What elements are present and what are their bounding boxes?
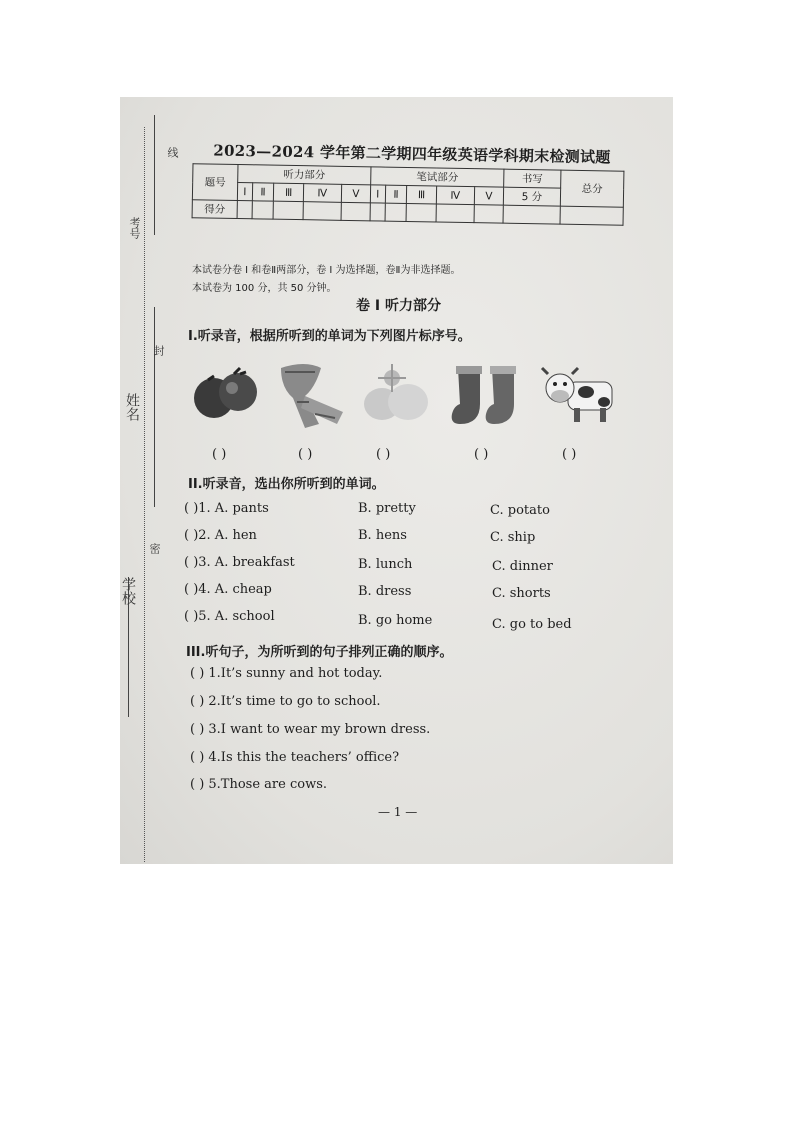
option-c: C. dinner (492, 559, 553, 574)
section2-title: II.听录音，选出你所听到的单词。 (188, 477, 385, 492)
exam-paper-photo (120, 97, 673, 864)
exam-note-2: 本试卷为 100 分，共 50 分钟。 (192, 283, 337, 294)
scarf-picture (275, 362, 349, 430)
section3-title: III.听句子，为所听到的句子排列正确的顺序。 (186, 645, 453, 660)
writing-header: 书写 (504, 169, 561, 188)
binding-dotted-line (144, 127, 145, 862)
answer-paren-1[interactable]: ( ) (212, 447, 227, 462)
listening-col-4: Ⅳ (303, 184, 341, 203)
exam-sheet (120, 97, 673, 864)
sentence-row: ( ) 1.It’s sunny and hot today. (190, 666, 383, 681)
socks-picture (450, 362, 530, 430)
answer-paren-3[interactable]: ( ) (376, 447, 391, 462)
page-number: — 1 — (378, 805, 418, 819)
option-b: B. go home (358, 613, 433, 628)
score-cell (560, 206, 623, 225)
score-cell (252, 201, 274, 219)
written-col-4: Ⅳ (436, 186, 474, 205)
score-cell (274, 201, 304, 220)
answer-paren-4[interactable]: ( ) (474, 447, 489, 462)
option-c: C. ship (490, 530, 536, 545)
cow-picture (540, 362, 620, 430)
score-cell (341, 202, 370, 221)
option-a: ( )3. A. breakfast (184, 555, 295, 570)
exam-title: 2023—2024 学年第二学期四年级英语学科期末检测试题 (213, 141, 611, 167)
score-cell (406, 203, 436, 222)
listening-header: 听力部分 (238, 165, 371, 185)
exam-no-label: 考号 (128, 217, 141, 239)
option-c: C. shorts (492, 586, 551, 601)
sentence-row: ( ) 2.It’s time to go to school. (190, 694, 381, 709)
snowy-cloud-picture (362, 362, 432, 426)
answer-paren-2[interactable]: ( ) (298, 447, 313, 462)
sentence-row: ( ) 5.Those are cows. (190, 777, 328, 792)
sentence-row: ( ) 3.I want to wear my brown dress. (190, 722, 431, 737)
answer-paren-5[interactable]: ( ) (562, 447, 577, 462)
score-label: 得分 (192, 200, 237, 219)
seal-secret-label: 密 (148, 543, 161, 554)
listening-col-5: Ⅴ (341, 184, 370, 203)
sentence-row: ( ) 4.Is this the teachers’ office? (190, 750, 400, 765)
total-header: 总分 (560, 170, 624, 207)
school-label: 学校 (120, 577, 136, 605)
score-table (192, 163, 625, 226)
listening-col-2: Ⅱ (252, 183, 274, 201)
written-col-1: Ⅰ (370, 185, 385, 203)
score-cell (474, 205, 504, 224)
listening-col-1: Ⅰ (237, 183, 252, 201)
seal-seal-label: 封 (152, 345, 165, 356)
option-a: ( )4. A. cheap (184, 582, 272, 597)
option-a: ( )2. A. hen (184, 528, 257, 543)
option-b: B. lunch (358, 557, 413, 572)
score-cell (370, 203, 385, 221)
option-b: B. pretty (358, 501, 416, 516)
option-c: C. go to bed (492, 617, 572, 632)
seal-line-label: 线 (166, 147, 179, 158)
name-label: 姓名 (124, 393, 140, 421)
score-cell (503, 205, 560, 224)
option-b: B. dress (358, 584, 412, 599)
written-header: 笔试部分 (371, 167, 504, 187)
score-cell (385, 203, 407, 221)
exam-note-1: 本试卷分卷 I 和卷Ⅱ两部分，卷 I 为选择题，卷Ⅱ为非选择题。 (192, 265, 461, 276)
option-b: B. hens (358, 528, 407, 543)
written-col-2: Ⅱ (385, 185, 407, 203)
option-a: ( )5. A. school (184, 609, 275, 624)
score-cell (436, 204, 474, 223)
exam-no-line (154, 115, 155, 235)
written-col-5: Ⅴ (474, 187, 504, 206)
listening-col-3: Ⅲ (274, 183, 304, 202)
question-no-header: 题号 (192, 164, 238, 201)
writing-points: 5 分 (503, 187, 560, 206)
option-a: ( )1. A. pants (184, 501, 269, 516)
part-title: 卷 I 听力部分 (356, 298, 441, 314)
score-cell (303, 202, 341, 221)
score-cell (237, 201, 252, 219)
tomato-picture (190, 362, 262, 426)
written-col-3: Ⅲ (407, 185, 437, 204)
section1-title: I.听录音，根据所听到的单词为下列图片标序号。 (188, 329, 471, 344)
option-c: C. potato (490, 503, 550, 518)
name-line (154, 307, 155, 507)
